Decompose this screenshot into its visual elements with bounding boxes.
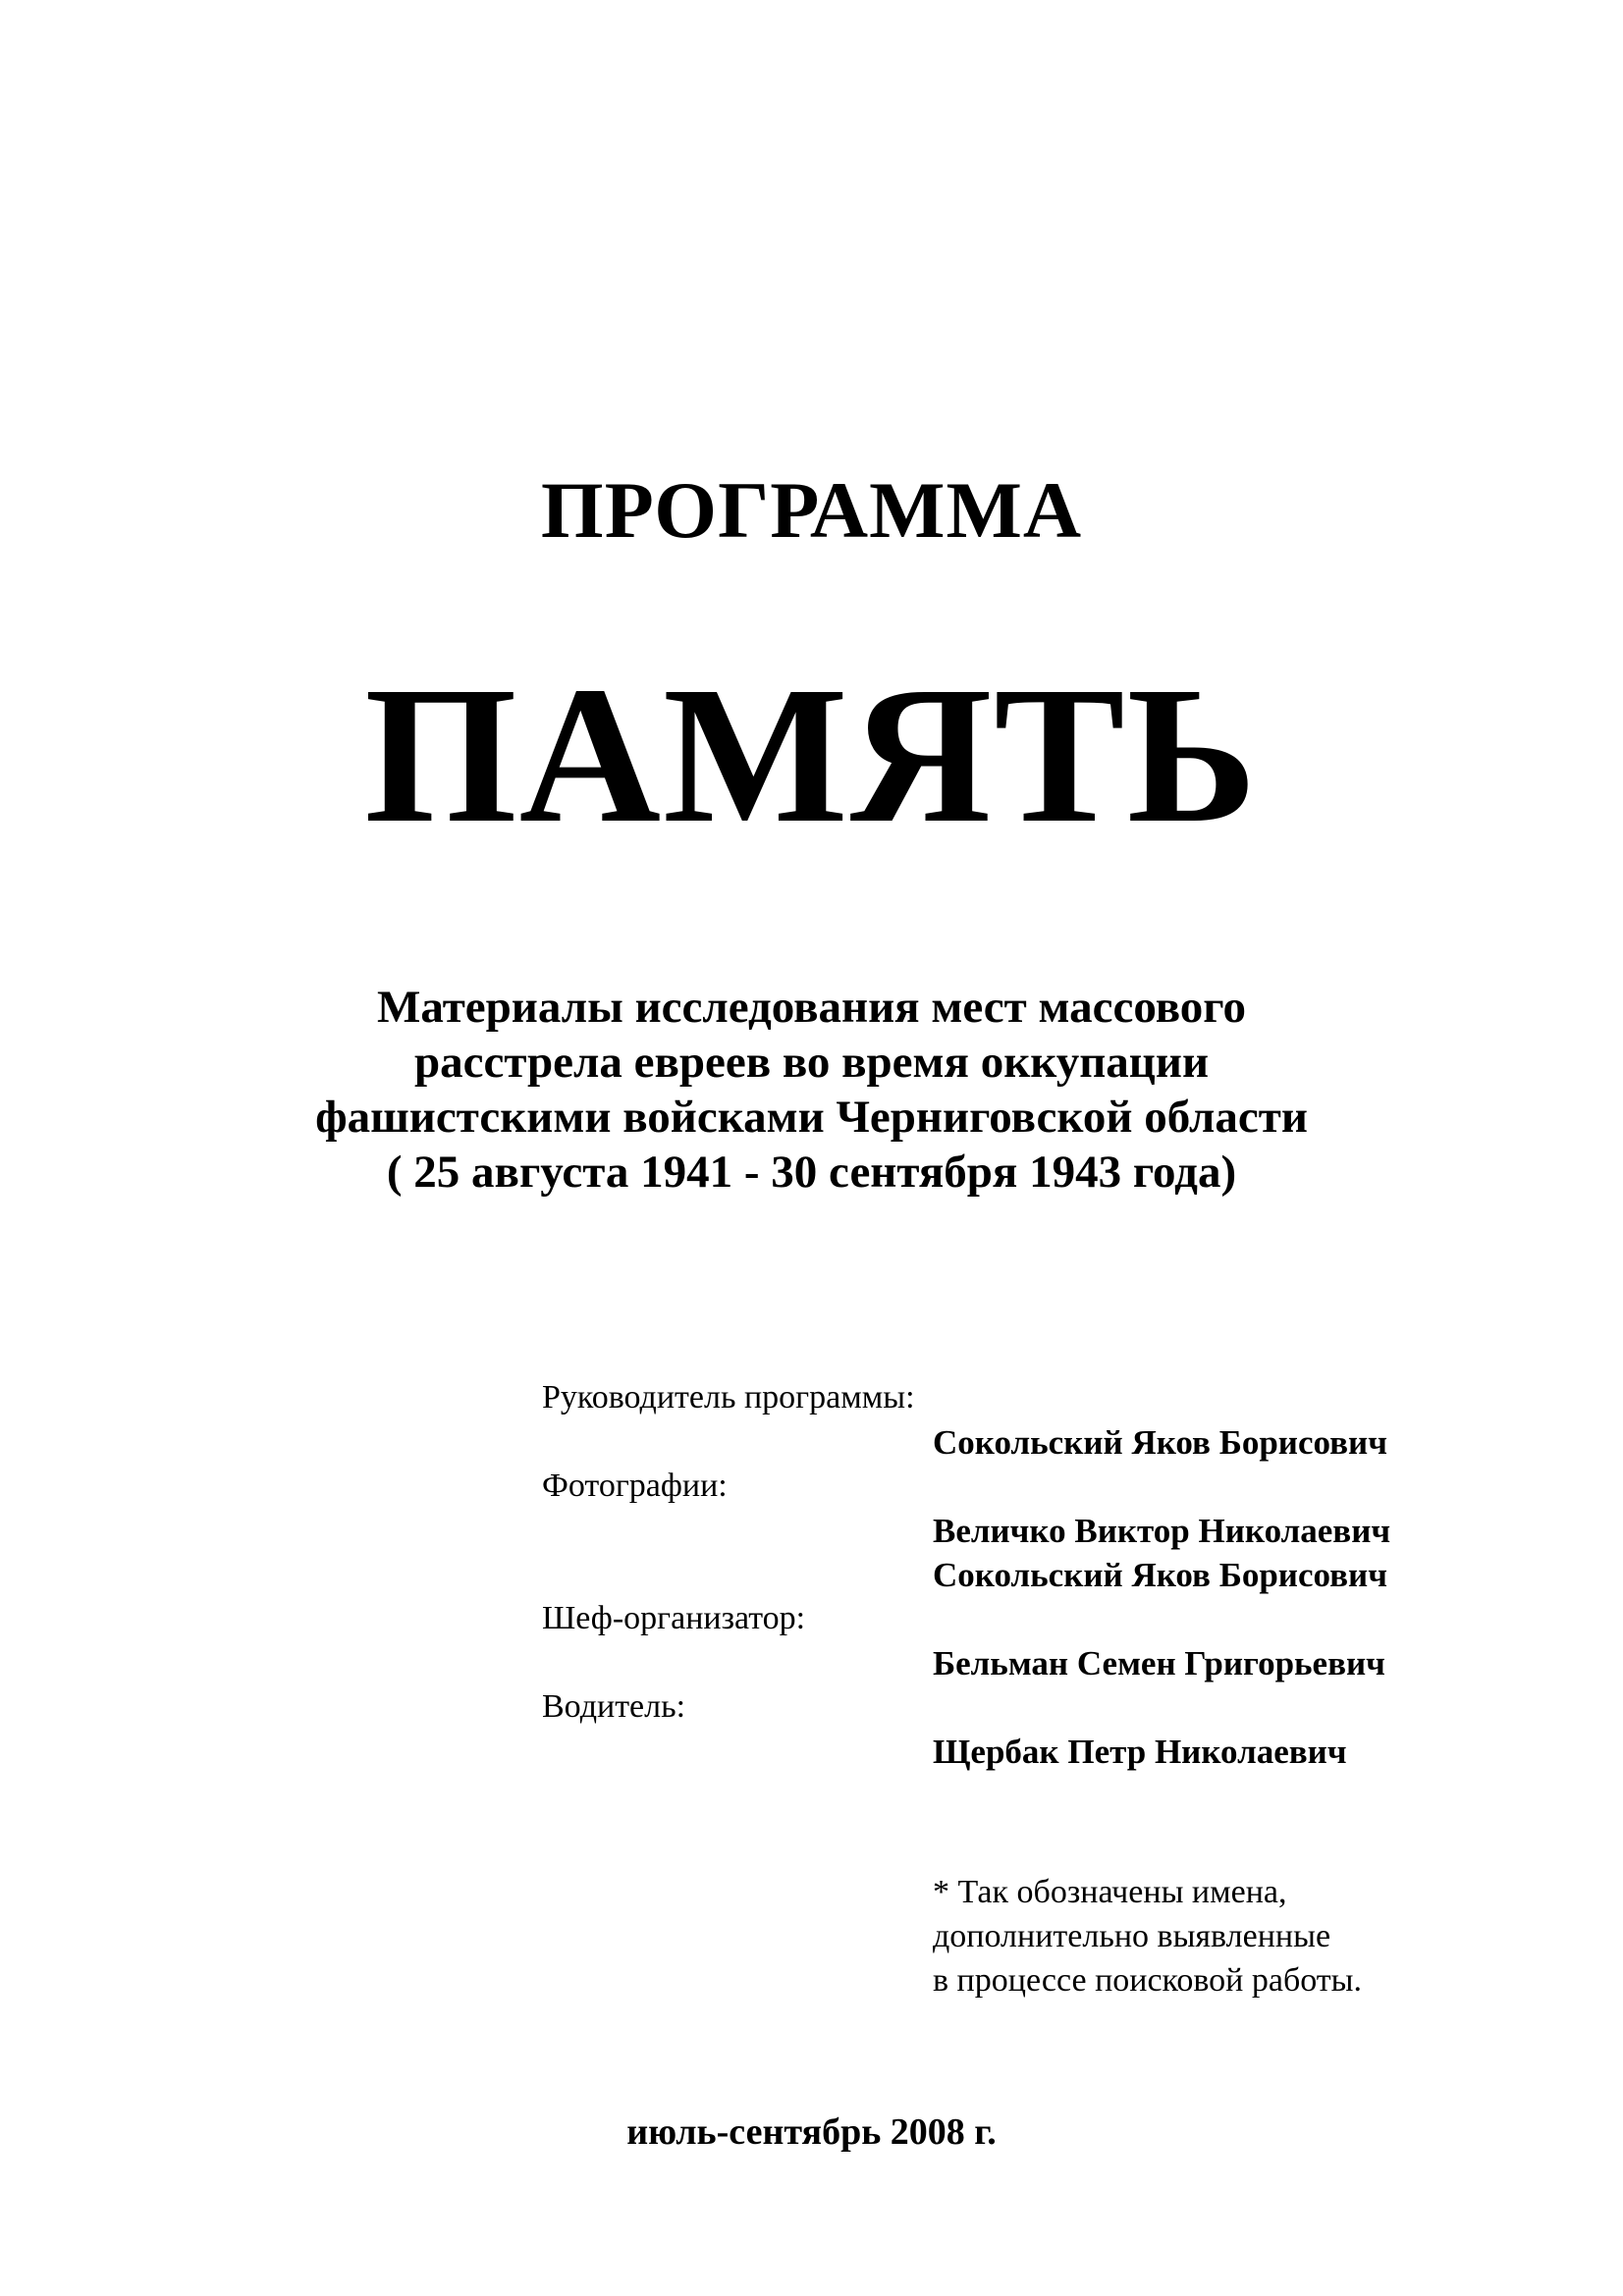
program-label: ПРОГРАММА xyxy=(540,465,1083,555)
publication-date: июль-сентябрь 2008 г. xyxy=(626,2111,997,2153)
subtitle-line: фашистскими войсками Черниговской области xyxy=(315,1092,1308,1143)
footnote-line: в процессе поисковой работы. xyxy=(933,1962,1363,1999)
organizer-label: Шеф-организатор: xyxy=(542,1600,806,1636)
document-title: ПАМЯТЬ xyxy=(364,647,1259,864)
photographer-name: Величко Виктор Николаевич xyxy=(933,1512,1391,1550)
driver-label: Водитель: xyxy=(542,1688,686,1725)
subtitle-line: Материалы исследования мест массового xyxy=(377,982,1246,1033)
driver-name: Щербак Петр Николаевич xyxy=(933,1733,1347,1771)
subtitle-line: ( 25 августа 1941 - 30 сентября 1943 года) xyxy=(386,1147,1237,1198)
footnote-line: * Так обозначены имена, xyxy=(933,1874,1287,1910)
document-subtitle xyxy=(0,980,1623,1200)
program-head-label: Руководитель программы: xyxy=(542,1379,915,1415)
program-head-name: Сокольский Яков Борисович xyxy=(933,1423,1387,1462)
organizer-name: Бельман Семен Григорьевич xyxy=(933,1644,1385,1682)
footnote xyxy=(933,1870,1362,2002)
photos-label: Фотографии: xyxy=(542,1468,728,1504)
subtitle-line: расстрела евреев во время оккупации xyxy=(413,1037,1210,1088)
footnote-line: дополнительно выявленные xyxy=(933,1918,1331,1954)
photographer-name: Сокольский Яков Борисович xyxy=(933,1556,1387,1594)
